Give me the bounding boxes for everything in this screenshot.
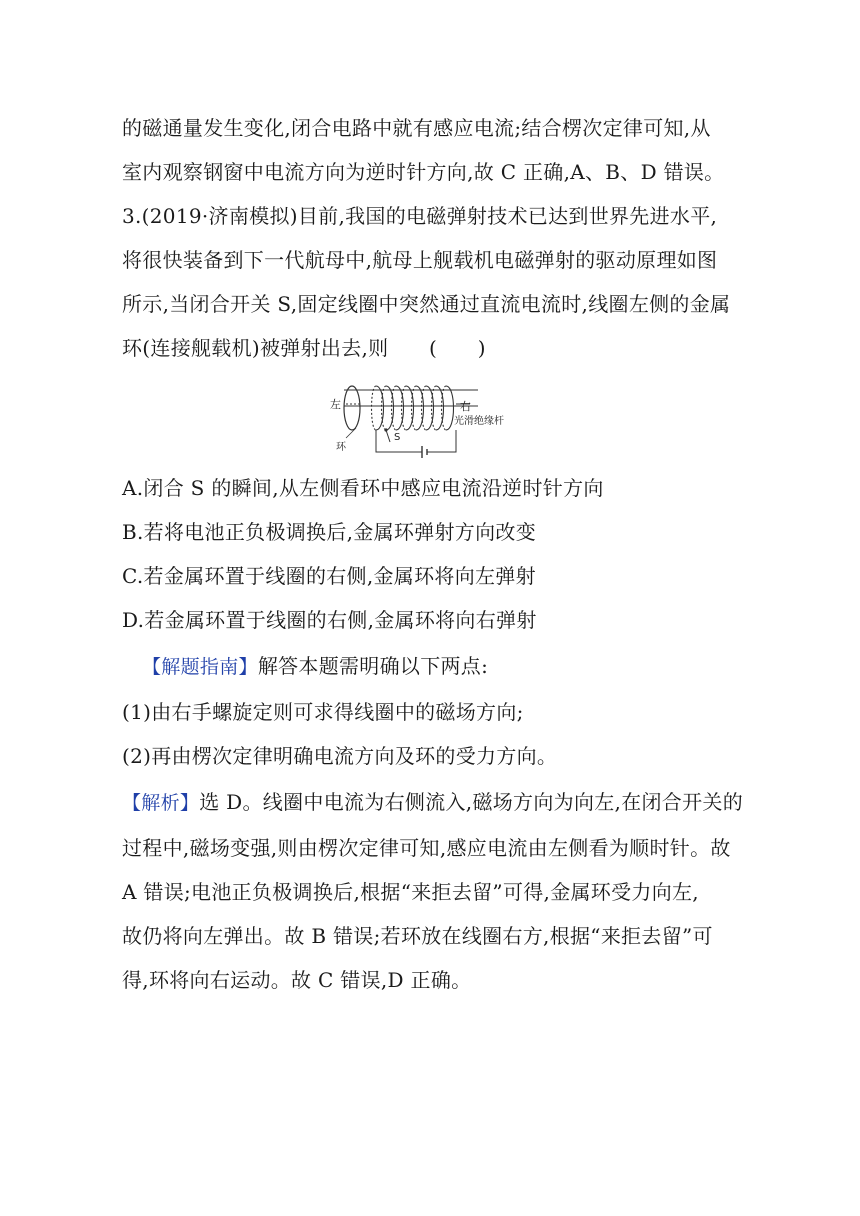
solenoid-figure [330,378,530,460]
guide-line [142,652,488,681]
question-line-4: 环(连接舰载机)被弹射出去,则 ( ) [122,336,486,360]
analysis-tag: 【解析】 [122,792,200,814]
solenoid-diagram [330,378,530,460]
guide-point-2: (2)再由楞次定律明确电流方向及环的受力方向。 [122,744,558,768]
diagram-rod-label: 光滑绝缘杆 [454,416,504,427]
analysis-line-1 [122,788,743,817]
question-line-2: 将很快装备到下一代航母中,航母上舰载机电磁弹射的驱动原理如图 [122,248,718,272]
option-d: D.若金属环置于线圈的右侧,金属环将向右弹射 [122,608,537,632]
option-b: B.若将电池正负极调换后,金属环弹射方向改变 [122,520,537,544]
question-line-1: 3.(2019·济南模拟)目前,我国的电磁弹射技术已达到世界先进水平, [122,204,718,228]
analysis-line-5: 得,环将向右运动。故 C 错误,D 正确。 [122,968,472,992]
option-a: A.闭合 S 的瞬间,从左侧看环中感应电流沿逆时针方向 [122,476,604,500]
analysis-line-2: 过程中,磁场变强,则由楞次定律可知,感应电流由左侧看为顺时针。故 [122,836,731,860]
question-line-3: 所示,当闭合开关 S,固定线圈中突然通过直流电流时,线圈左侧的金属 [122,292,731,316]
metal-ring [344,386,360,430]
guide-point-1: (1)由右手螺旋定则可求得线圈中的磁场方向; [122,700,524,724]
diagram-right-label: 右 [460,400,471,413]
analysis-text-1: 选 D。线圈中电流为右侧流入,磁场方向为向左,在闭合开关的 [199,790,744,814]
diagram-ring-label: 环 [336,442,346,453]
guide-tag: 【解题指南】 [142,656,258,678]
option-c: C.若金属环置于线圈的右侧,金属环将向左弹射 [122,564,536,588]
prev-answer-line-2: 室内观察钢窗中电流方向为逆时针方向,故 C 正确,A、B、D 错误。 [122,160,725,184]
diagram-switch-label: S [394,432,401,443]
diagram-left-label: 左 [330,398,341,411]
guide-intro: 解答本题需明确以下两点: [257,654,489,678]
analysis-line-3: A 错误;电池正负极调换后,根据“来拒去留”可得,金属环受力向左, [122,880,699,904]
prev-answer-line-1: 的磁通量发生变化,闭合电路中就有感应电流;结合楞次定律可知,从 [122,116,711,140]
analysis-line-4: 故仍将向左弹出。故 B 错误;若环放在线圈右方,根据“来拒去留”可 [122,924,713,948]
coil [372,386,454,430]
